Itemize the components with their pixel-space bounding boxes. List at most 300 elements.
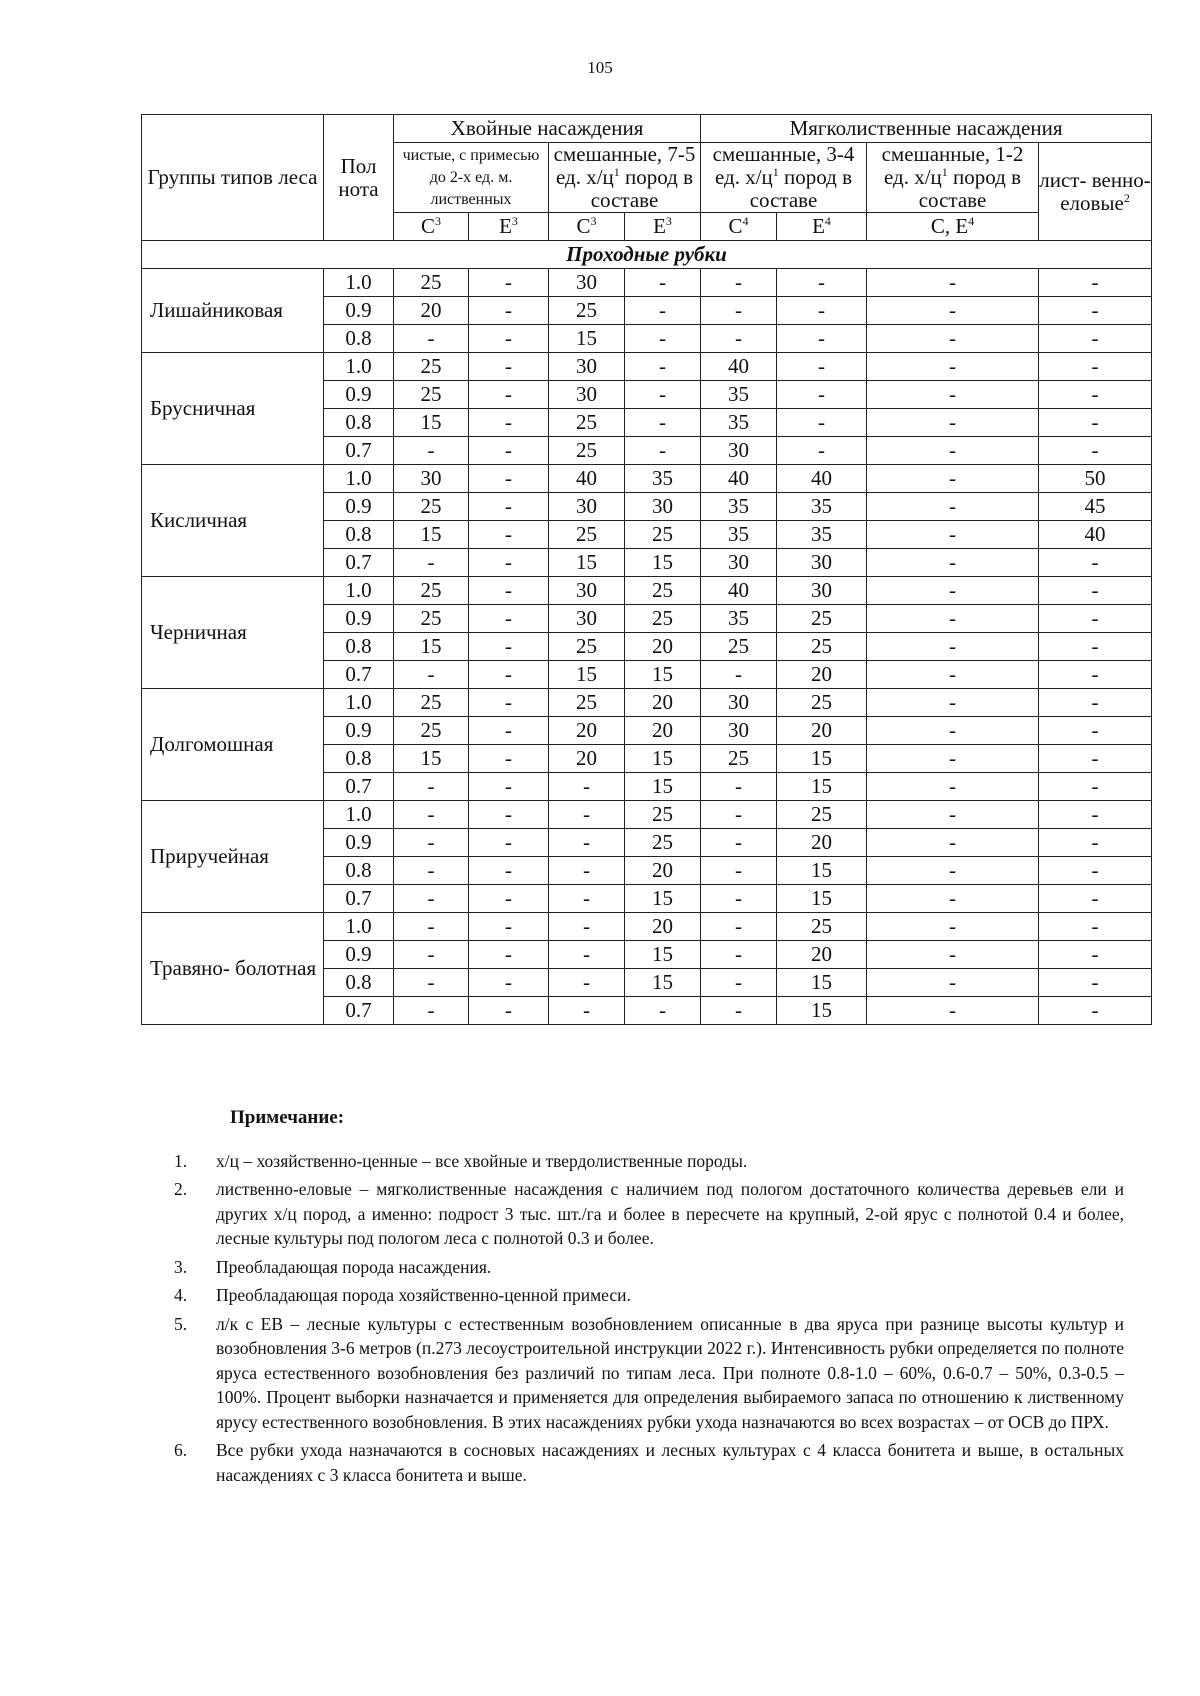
note-text: Все рубки ухода назначаются в сосновых насаждениях и лесных культурах с 4 класса бонитета и выше, в остальных насаждениях с 3 класса бонитета и выше. xyxy=(216,1440,1124,1485)
value-cell: - xyxy=(625,437,701,465)
header-deciduous-spruce: лист- венно- еловые$^2$ xyxy=(1039,143,1152,241)
density-cell: 0.7 xyxy=(324,773,394,801)
value-cell: - xyxy=(625,409,701,437)
value-cell: 30 xyxy=(549,381,625,409)
value-cell: - xyxy=(625,297,701,325)
value-cell: - xyxy=(469,353,549,381)
value-cell: - xyxy=(701,885,777,913)
value-cell: 20 xyxy=(625,913,701,941)
value-cell: 20 xyxy=(777,829,867,857)
code-e-mixed-3-4: $Е^4$ xyxy=(777,213,867,241)
table-row xyxy=(142,801,1152,829)
value-cell: 15 xyxy=(777,773,867,801)
value-cell: 30 xyxy=(777,577,867,605)
value-cell: - xyxy=(469,801,549,829)
value-cell: - xyxy=(701,773,777,801)
density-cell: 0.9 xyxy=(324,605,394,633)
density-cell: 1.0 xyxy=(324,689,394,717)
note-number: 4. xyxy=(174,1285,188,1305)
value-cell: 25 xyxy=(394,353,469,381)
value-cell: - xyxy=(549,885,625,913)
value-cell: - xyxy=(469,325,549,353)
note-number: 3. xyxy=(174,1256,188,1277)
value-cell: - xyxy=(469,549,549,577)
value-cell: - xyxy=(469,773,549,801)
value-cell: 20 xyxy=(394,297,469,325)
value-cell: - xyxy=(701,997,777,1025)
value-cell: - xyxy=(394,997,469,1025)
value-cell: - xyxy=(701,969,777,997)
value-cell: - xyxy=(469,633,549,661)
value-cell: - xyxy=(394,885,469,913)
value-cell: 25 xyxy=(394,381,469,409)
value-cell: - xyxy=(867,381,1039,409)
section-title: Проходные рубки xyxy=(142,241,1152,269)
value-cell: - xyxy=(469,913,549,941)
value-cell: 20 xyxy=(625,633,701,661)
value-cell: 30 xyxy=(777,549,867,577)
density-cell: 0.9 xyxy=(324,829,394,857)
value-cell: 25 xyxy=(701,633,777,661)
value-cell: - xyxy=(469,689,549,717)
value-cell: 25 xyxy=(625,577,701,605)
value-cell: - xyxy=(549,997,625,1025)
note-item xyxy=(174,1312,1124,1435)
value-cell: - xyxy=(394,773,469,801)
density-cell: 0.7 xyxy=(324,437,394,465)
density-cell: 0.7 xyxy=(324,661,394,689)
value-cell: 20 xyxy=(625,857,701,885)
value-cell: 30 xyxy=(549,353,625,381)
value-cell: 25 xyxy=(777,913,867,941)
value-cell: 25 xyxy=(394,577,469,605)
value-cell: 40 xyxy=(549,465,625,493)
value-cell: 35 xyxy=(777,521,867,549)
note-number: 1. xyxy=(174,1150,188,1171)
value-cell: - xyxy=(777,437,867,465)
value-cell: - xyxy=(469,577,549,605)
header-mixed-3-4: смешанные, 3-4 ед. $х/ц^1$ пород в составе xyxy=(701,143,867,213)
header-pure: чистые, с примесью до 2-х ед. м. лиственных xyxy=(394,143,549,213)
value-cell: - xyxy=(469,269,549,297)
table-row xyxy=(142,353,1152,381)
value-cell: 15 xyxy=(625,885,701,913)
value-cell: - xyxy=(867,885,1039,913)
value-cell: - xyxy=(469,409,549,437)
value-cell: - xyxy=(469,829,549,857)
note-number: 2. xyxy=(174,1179,188,1199)
notes-title: Примечание: xyxy=(230,1107,345,1128)
value-cell: - xyxy=(1039,913,1152,941)
value-cell: 15 xyxy=(549,549,625,577)
value-cell: - xyxy=(867,493,1039,521)
value-cell: - xyxy=(867,577,1039,605)
header-group-types: Группы типов леса xyxy=(142,115,324,241)
value-cell: - xyxy=(394,969,469,997)
value-cell: - xyxy=(625,269,701,297)
table-row xyxy=(142,269,1152,297)
value-cell: 15 xyxy=(625,549,701,577)
value-cell: 15 xyxy=(394,409,469,437)
value-cell: 15 xyxy=(394,633,469,661)
value-cell: 40 xyxy=(701,577,777,605)
value-cell: - xyxy=(1039,549,1152,577)
value-cell: 25 xyxy=(394,493,469,521)
value-cell: - xyxy=(867,969,1039,997)
value-cell: 30 xyxy=(625,493,701,521)
forest-group-name: Долгомошная xyxy=(142,689,324,801)
value-cell: 35 xyxy=(701,605,777,633)
density-cell: 0.9 xyxy=(324,381,394,409)
value-cell: - xyxy=(469,717,549,745)
value-cell: - xyxy=(777,381,867,409)
value-cell: 25 xyxy=(777,605,867,633)
value-cell: - xyxy=(867,773,1039,801)
value-cell: - xyxy=(1039,829,1152,857)
table-row xyxy=(142,465,1152,493)
value-cell: - xyxy=(701,325,777,353)
value-cell: 35 xyxy=(701,409,777,437)
value-cell: - xyxy=(394,829,469,857)
value-cell: 35 xyxy=(701,493,777,521)
value-cell: - xyxy=(625,997,701,1025)
value-cell: - xyxy=(777,325,867,353)
header-softwood: Мягколиственные насаждения xyxy=(701,115,1152,143)
value-cell: - xyxy=(1039,661,1152,689)
value-cell: - xyxy=(867,801,1039,829)
value-cell: - xyxy=(867,717,1039,745)
table-body xyxy=(142,115,1152,1025)
density-cell: 0.7 xyxy=(324,549,394,577)
value-cell: 15 xyxy=(777,857,867,885)
value-cell: - xyxy=(1039,997,1152,1025)
value-cell: - xyxy=(1039,969,1152,997)
value-cell: - xyxy=(549,913,625,941)
value-cell: - xyxy=(1039,633,1152,661)
value-cell: - xyxy=(394,857,469,885)
page-number: 105 xyxy=(587,58,613,77)
note-item xyxy=(174,1149,1124,1174)
value-cell: - xyxy=(469,745,549,773)
value-cell: - xyxy=(701,829,777,857)
forest-group-name: Кисличная xyxy=(142,465,324,577)
header-mixed-7-5: смешанные, 7-5 ед. $х/ц^1$ пород в составе xyxy=(549,143,701,213)
value-cell: 25 xyxy=(625,801,701,829)
value-cell: - xyxy=(701,941,777,969)
value-cell: - xyxy=(867,465,1039,493)
value-cell: - xyxy=(1039,605,1152,633)
value-cell: 20 xyxy=(625,689,701,717)
value-cell: - xyxy=(1039,577,1152,605)
notes-list xyxy=(174,1149,1124,1488)
value-cell: - xyxy=(469,493,549,521)
value-cell: - xyxy=(394,941,469,969)
density-cell: 0.8 xyxy=(324,857,394,885)
note-item xyxy=(174,1255,1124,1280)
note-number: 6. xyxy=(174,1440,188,1460)
value-cell: - xyxy=(469,885,549,913)
value-cell: 30 xyxy=(549,605,625,633)
value-cell: - xyxy=(701,857,777,885)
note-item xyxy=(174,1283,1124,1308)
value-cell: - xyxy=(777,297,867,325)
density-cell: 0.8 xyxy=(324,521,394,549)
value-cell: 50 xyxy=(1039,465,1152,493)
value-cell: 30 xyxy=(549,493,625,521)
value-cell: 25 xyxy=(394,717,469,745)
value-cell: 15 xyxy=(625,661,701,689)
value-cell: - xyxy=(625,325,701,353)
value-cell: - xyxy=(701,801,777,829)
density-cell: 1.0 xyxy=(324,465,394,493)
value-cell: - xyxy=(867,269,1039,297)
density-cell: 0.7 xyxy=(324,885,394,913)
forest-group-name: Лишайниковая xyxy=(142,269,324,353)
value-cell: - xyxy=(701,661,777,689)
note-text: лиственно-еловые – мягколиственные насаждения с наличием под пологом достаточного количества деревьев ели и других х/ц пород, а именно: подрост 3 тыс. шт./га и более в пересчете на крупный, 2-ой ярус с полнотой 0.4 и более, лесные культуры под пологом леса с полнотой 0.3 и более. xyxy=(216,1179,1124,1248)
forest-group-name: Брусничная xyxy=(142,353,324,465)
note-item xyxy=(174,1177,1124,1251)
value-cell: - xyxy=(549,801,625,829)
value-cell: 20 xyxy=(625,717,701,745)
value-cell: - xyxy=(469,857,549,885)
table-row xyxy=(142,577,1152,605)
value-cell: - xyxy=(549,857,625,885)
density-cell: 0.8 xyxy=(324,325,394,353)
value-cell: 40 xyxy=(777,465,867,493)
value-cell: 25 xyxy=(549,297,625,325)
code-ce-mixed-1-2: С, $Е^4$ xyxy=(867,213,1039,241)
value-cell: - xyxy=(867,745,1039,773)
value-cell: - xyxy=(625,381,701,409)
code-e-mixed-7-5: $Е^3$ xyxy=(625,213,701,241)
value-cell: - xyxy=(1039,409,1152,437)
value-cell: 40 xyxy=(701,465,777,493)
value-cell: - xyxy=(867,857,1039,885)
value-cell: 25 xyxy=(549,633,625,661)
note-item xyxy=(174,1438,1124,1487)
note-text: л/к с ЕВ – лесные культуры с естественным возобновлением описанные в два яруса при разнице высоты культур и возобновления 3-6 метров (п.273 лесоустроительной инструкции 2022 г.). Интенсивность рубки определяется по полноте яруса естественного возобновления без различий по типам леса. При полноте 0.8-1.0 – 60%, 0.6-0.7 – 50%, 0.3-0.5 – 100%. Процент выборки назначается и применяется для определения выбираемого запаса по отношению к лиственному ярусу естественного возобновления. В этих насаждениях рубки ухода назначаются во всех возрастах – от ОСВ до ПРХ. xyxy=(216,1313,1124,1432)
value-cell: 15 xyxy=(625,773,701,801)
value-cell: - xyxy=(469,997,549,1025)
value-cell: 35 xyxy=(777,493,867,521)
code-e-pure: $Е^3$ xyxy=(469,213,549,241)
value-cell: - xyxy=(867,437,1039,465)
forest-group-name: Приручейная xyxy=(142,801,324,913)
value-cell: 15 xyxy=(394,745,469,773)
value-cell: - xyxy=(701,913,777,941)
forest-group-name: Травяно- болотная xyxy=(142,913,324,1025)
header-row-top xyxy=(142,115,1152,143)
value-cell: 20 xyxy=(777,661,867,689)
value-cell: - xyxy=(625,353,701,381)
value-cell: 15 xyxy=(625,969,701,997)
thinning-table xyxy=(141,114,1152,1025)
value-cell: - xyxy=(867,549,1039,577)
density-cell: 0.8 xyxy=(324,745,394,773)
value-cell: 25 xyxy=(394,269,469,297)
value-cell: 25 xyxy=(394,605,469,633)
value-cell: - xyxy=(867,941,1039,969)
value-cell: 15 xyxy=(777,969,867,997)
value-cell: - xyxy=(867,633,1039,661)
value-cell: - xyxy=(549,829,625,857)
value-cell: - xyxy=(469,437,549,465)
value-cell: - xyxy=(777,269,867,297)
value-cell: - xyxy=(394,437,469,465)
density-cell: 1.0 xyxy=(324,577,394,605)
header-conifer: Хвойные насаждения xyxy=(394,115,701,143)
value-cell: - xyxy=(867,521,1039,549)
value-cell: - xyxy=(867,325,1039,353)
header-mixed-1-2: смешанные, 1-2 ед. $х/ц^1$ пород в составе xyxy=(867,143,1039,213)
value-cell: - xyxy=(549,941,625,969)
density-cell: 0.7 xyxy=(324,997,394,1025)
value-cell: 20 xyxy=(777,941,867,969)
forest-group-name: Черничная xyxy=(142,577,324,689)
density-cell: 1.0 xyxy=(324,353,394,381)
value-cell: - xyxy=(1039,941,1152,969)
value-cell: 25 xyxy=(549,437,625,465)
value-cell: - xyxy=(867,829,1039,857)
value-cell: - xyxy=(867,605,1039,633)
notes xyxy=(174,1106,1124,1491)
value-cell: 15 xyxy=(777,997,867,1025)
value-cell: - xyxy=(394,913,469,941)
value-cell: 20 xyxy=(549,717,625,745)
value-cell: - xyxy=(1039,353,1152,381)
density-cell: 1.0 xyxy=(324,269,394,297)
value-cell: - xyxy=(394,661,469,689)
value-cell: 15 xyxy=(549,325,625,353)
note-number: 5. xyxy=(174,1313,188,1334)
value-cell: 25 xyxy=(625,829,701,857)
value-cell: 25 xyxy=(549,409,625,437)
value-cell: - xyxy=(394,801,469,829)
value-cell: 20 xyxy=(549,745,625,773)
density-cell: 0.8 xyxy=(324,633,394,661)
value-cell: 30 xyxy=(701,549,777,577)
code-c-mixed-3-4: $С^4$ xyxy=(701,213,777,241)
value-cell: 35 xyxy=(701,381,777,409)
value-cell: - xyxy=(469,605,549,633)
value-cell: - xyxy=(394,549,469,577)
value-cell: - xyxy=(394,325,469,353)
value-cell: - xyxy=(867,913,1039,941)
density-cell: 1.0 xyxy=(324,913,394,941)
value-cell: 30 xyxy=(701,437,777,465)
value-cell: - xyxy=(867,661,1039,689)
header-density: Пол нота xyxy=(324,115,394,241)
value-cell: - xyxy=(777,353,867,381)
value-cell: 15 xyxy=(625,941,701,969)
section-row xyxy=(142,241,1152,269)
note-text: Преобладающая порода насаждения. xyxy=(216,1256,492,1277)
value-cell: 40 xyxy=(1039,521,1152,549)
value-cell: - xyxy=(469,297,549,325)
value-cell: 35 xyxy=(701,521,777,549)
code-c-pure: $С^3$ xyxy=(394,213,469,241)
value-cell: 45 xyxy=(1039,493,1152,521)
value-cell: - xyxy=(1039,885,1152,913)
table-row xyxy=(142,913,1152,941)
value-cell: - xyxy=(469,969,549,997)
value-cell: 30 xyxy=(701,717,777,745)
value-cell: - xyxy=(1039,773,1152,801)
value-cell: - xyxy=(867,409,1039,437)
value-cell: - xyxy=(469,661,549,689)
value-cell: 25 xyxy=(549,689,625,717)
value-cell: 40 xyxy=(701,353,777,381)
value-cell: - xyxy=(867,689,1039,717)
value-cell: 25 xyxy=(625,521,701,549)
value-cell: 25 xyxy=(701,745,777,773)
value-cell: 25 xyxy=(777,689,867,717)
value-cell: 20 xyxy=(777,717,867,745)
value-cell: 15 xyxy=(777,745,867,773)
density-cell: 0.8 xyxy=(324,969,394,997)
value-cell: - xyxy=(1039,689,1152,717)
value-cell: - xyxy=(701,297,777,325)
value-cell: - xyxy=(1039,381,1152,409)
value-cell: 15 xyxy=(394,521,469,549)
value-cell: 15 xyxy=(777,885,867,913)
density-cell: 0.9 xyxy=(324,297,394,325)
value-cell: - xyxy=(1039,437,1152,465)
value-cell: - xyxy=(701,269,777,297)
value-cell: - xyxy=(1039,745,1152,773)
value-cell: - xyxy=(549,969,625,997)
density-cell: 0.8 xyxy=(324,409,394,437)
value-cell: - xyxy=(1039,717,1152,745)
value-cell: 25 xyxy=(625,605,701,633)
value-cell: - xyxy=(469,521,549,549)
value-cell: 30 xyxy=(549,577,625,605)
value-cell: - xyxy=(867,353,1039,381)
value-cell: - xyxy=(1039,325,1152,353)
value-cell: 30 xyxy=(549,269,625,297)
table-row xyxy=(142,689,1152,717)
value-cell: 25 xyxy=(549,521,625,549)
value-cell: - xyxy=(1039,269,1152,297)
value-cell: 35 xyxy=(625,465,701,493)
value-cell: 25 xyxy=(777,633,867,661)
density-cell: 0.9 xyxy=(324,717,394,745)
value-cell: - xyxy=(469,941,549,969)
value-cell: 25 xyxy=(777,801,867,829)
note-text: Преобладающая порода хозяйственно-ценной примеси. xyxy=(216,1285,631,1305)
value-cell: - xyxy=(777,409,867,437)
density-cell: 0.9 xyxy=(324,941,394,969)
value-cell: 25 xyxy=(394,689,469,717)
value-cell: 15 xyxy=(625,745,701,773)
value-cell: - xyxy=(469,381,549,409)
value-cell: - xyxy=(1039,857,1152,885)
value-cell: - xyxy=(469,465,549,493)
value-cell: - xyxy=(867,297,1039,325)
value-cell: - xyxy=(1039,297,1152,325)
value-cell: 30 xyxy=(701,689,777,717)
value-cell: 30 xyxy=(394,465,469,493)
value-cell: 15 xyxy=(549,661,625,689)
value-cell: - xyxy=(867,997,1039,1025)
value-cell: - xyxy=(1039,801,1152,829)
density-cell: 0.9 xyxy=(324,493,394,521)
density-cell: 1.0 xyxy=(324,801,394,829)
note-text: х/ц – хозяйственно-ценные – все хвойные и твердолиственные породы. xyxy=(216,1150,748,1171)
code-c-mixed-7-5: $С^3$ xyxy=(549,213,625,241)
value-cell: - xyxy=(549,773,625,801)
